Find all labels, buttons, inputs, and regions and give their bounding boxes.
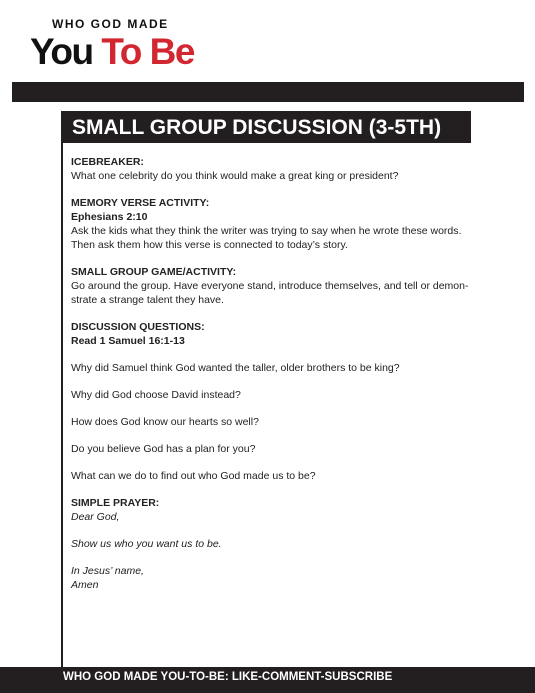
discussion-heading: DISCUSSION QUESTIONS: [71,321,205,333]
prayer-body: Show us who you want us to be. [71,538,222,550]
page-title: SMALL GROUP DISCUSSION (3-5TH) [72,116,442,139]
discussion-question: What can we do to find out who God made us to be? [71,470,316,482]
prayer-heading: SIMPLE PRAYER: [71,497,160,509]
content-body [71,155,491,592]
left-rule [61,111,63,671]
memory-verse-heading: MEMORY VERSE ACTIVITY: [71,197,210,209]
logo-tagline: WHO GOD MADE [52,17,169,31]
game-line-2: strate a strange talent they have. [71,294,224,306]
game-heading: SMALL GROUP GAME/ACTIVITY: [71,266,237,278]
icebreaker-heading: ICEBREAKER: [71,156,144,168]
discussion-reading: Read 1 Samuel 16:1-13 [71,335,185,347]
discussion-question: How does God know our hearts so well? [71,416,259,428]
footer-text: WHO GOD MADE YOU-TO-BE: LIKE-COMMENT-SUBSCRIBE [63,671,393,683]
prayer-greeting: Dear God, [71,511,120,523]
header-bar [12,82,524,102]
prayer-closing-1: In Jesus’ name, [71,565,144,577]
logo-you: You [30,31,93,72]
logo-wordmark [30,33,194,70]
logo-to-be: To Be [101,31,194,72]
memory-verse-line-1: Ask the kids what they think the writer was trying to say when he wrote these words. [71,225,462,237]
game-line-1: Go around the group. Have everyone stand, introduce themselves, and tell or demon- [71,280,469,292]
memory-verse-reference: Ephesians 2:10 [71,211,148,223]
discussion-question: Why did God choose David instead? [71,389,241,401]
discussion-question: Do you believe God has a plan for you? [71,443,256,455]
icebreaker-text: What one celebrity do you think would make a great king or president? [71,170,399,182]
discussion-question: Why did Samuel think God wanted the taller, older brothers to be king? [71,362,400,374]
prayer-closing-2: Amen [71,579,99,591]
memory-verse-line-2: Then ask them how this verse is connected to today’s story. [71,239,348,251]
